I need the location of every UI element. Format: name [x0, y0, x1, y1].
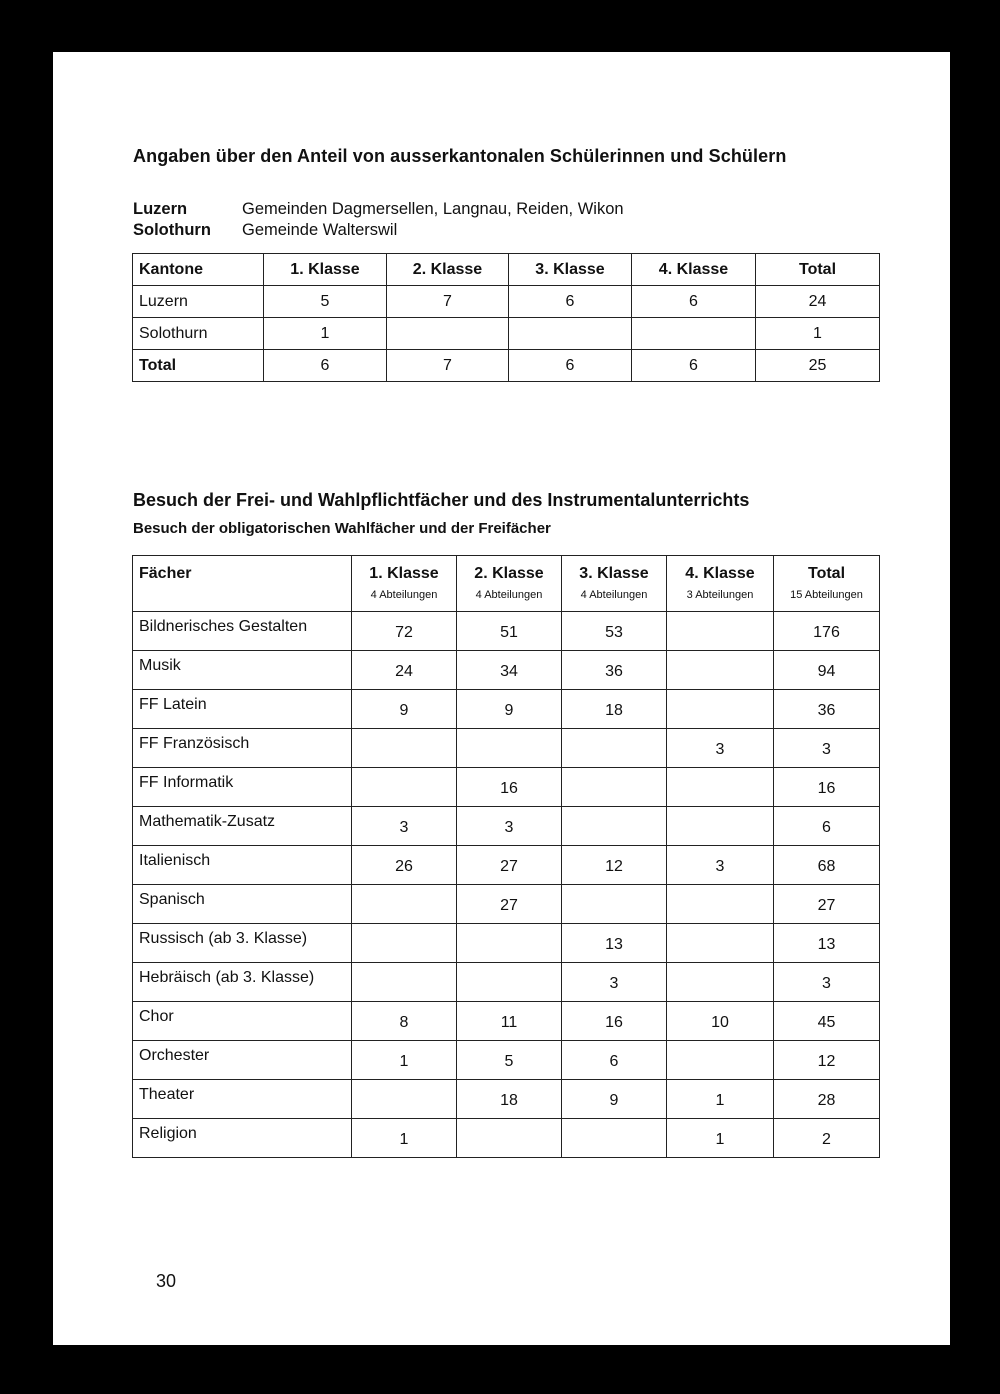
- subject-name: Hebräisch (ab 3. Klasse): [133, 963, 352, 1002]
- table-row: [133, 651, 880, 690]
- table-cell: 3: [774, 729, 880, 768]
- table-row: [133, 612, 880, 651]
- subject-name: FF Französisch: [133, 729, 352, 768]
- table-cell: 45: [774, 1002, 880, 1041]
- column-header-label: 1. Klasse: [369, 565, 439, 582]
- document-page: [53, 52, 950, 1345]
- table-cell: [667, 690, 774, 729]
- table-cell: [667, 963, 774, 1002]
- table-cell: 1: [352, 1041, 457, 1080]
- table-row: [133, 885, 880, 924]
- canton-students-table: [132, 253, 880, 382]
- column-header-label: 4. Klasse: [685, 565, 755, 582]
- table-cell: 72: [352, 612, 457, 651]
- table-cell: [352, 885, 457, 924]
- table-cell: [509, 318, 632, 350]
- column-header: Total: [756, 254, 880, 286]
- table-cell: 68: [774, 846, 880, 885]
- table-cell: 94: [774, 651, 880, 690]
- column-header-sections: 3 Abteilungen: [686, 589, 754, 601]
- table-cell: 5: [264, 286, 387, 318]
- section-heading-cantons: Angaben über den Anteil von ausserkantonalen Schülerinnen und Schülern: [133, 146, 787, 166]
- column-header: [457, 556, 562, 612]
- column-header: 3. Klasse: [509, 254, 632, 286]
- table-cell: 7: [387, 286, 509, 318]
- table-cell: 13: [562, 924, 667, 963]
- table-cell: 36: [562, 651, 667, 690]
- column-header: [352, 556, 457, 612]
- table-cell: 1: [756, 318, 880, 350]
- canton-item: [133, 220, 624, 241]
- table-cell: 16: [562, 1002, 667, 1041]
- table-row: [133, 846, 880, 885]
- table-row: [133, 286, 880, 318]
- table-cell: 9: [352, 690, 457, 729]
- table-row: [133, 1041, 880, 1080]
- row-label: Solothurn: [133, 318, 264, 350]
- table-row: [133, 768, 880, 807]
- subject-name: FF Latein: [133, 690, 352, 729]
- table-cell: [352, 729, 457, 768]
- table-cell: [352, 768, 457, 807]
- canton-list: [133, 199, 624, 241]
- column-header: [774, 556, 880, 612]
- table-cell: 5: [457, 1041, 562, 1080]
- column-header: [133, 556, 352, 612]
- section-heading-subjects: Besuch der Frei- und Wahlpflichtfächer und des Instrumentalunterrichts: [133, 490, 750, 510]
- table-cell: 6: [509, 350, 632, 382]
- table-cell: 176: [774, 612, 880, 651]
- column-header-sections: 4 Abteilungen: [370, 589, 438, 601]
- table-cell: 11: [457, 1002, 562, 1041]
- subjects-table: [132, 555, 880, 1158]
- column-header-label: Fächer: [139, 565, 192, 582]
- table-cell: 3: [774, 963, 880, 1002]
- table-cell: [562, 885, 667, 924]
- table-cell: 16: [774, 768, 880, 807]
- table-cell: 24: [756, 286, 880, 318]
- table-cell: 1: [667, 1080, 774, 1119]
- table-cell: 2: [774, 1119, 880, 1158]
- canton-communities: Gemeinden Dagmersellen, Langnau, Reiden, Wikon: [242, 200, 624, 218]
- table-cell: [457, 729, 562, 768]
- table-row: [133, 963, 880, 1002]
- table-cell: [457, 963, 562, 1002]
- subject-name: Theater: [133, 1080, 352, 1119]
- table-cell: 13: [774, 924, 880, 963]
- table-row: [133, 924, 880, 963]
- table-cell: 18: [457, 1080, 562, 1119]
- subject-name: FF Informatik: [133, 768, 352, 807]
- subject-name: Mathematik-Zusatz: [133, 807, 352, 846]
- column-header-sections: 4 Abteilungen: [475, 589, 543, 601]
- table-cell: 10: [667, 1002, 774, 1041]
- table-cell: 6: [509, 286, 632, 318]
- table-cell: 25: [756, 350, 880, 382]
- table-cell: 9: [457, 690, 562, 729]
- table-cell: [562, 1119, 667, 1158]
- table-cell: 34: [457, 651, 562, 690]
- table-cell: 6: [632, 286, 756, 318]
- table-cell: 6: [562, 1041, 667, 1080]
- table-cell: [387, 318, 509, 350]
- table-cell: 36: [774, 690, 880, 729]
- table-header-row: [133, 556, 880, 612]
- table-cell: [352, 963, 457, 1002]
- table-cell: 3: [457, 807, 562, 846]
- column-header-label: 2. Klasse: [474, 565, 544, 582]
- table-cell: [667, 924, 774, 963]
- table-cell: 53: [562, 612, 667, 651]
- table-cell: 27: [457, 885, 562, 924]
- table-row: [133, 1002, 880, 1041]
- subject-name: Bildnerisches Gestalten: [133, 612, 352, 651]
- table-cell: [667, 651, 774, 690]
- table-cell: 12: [774, 1041, 880, 1080]
- table-cell: 27: [457, 846, 562, 885]
- column-header: [667, 556, 774, 612]
- section-subheading-subjects: Besuch der obligatorischen Wahlfächer und der Freifächer: [133, 520, 551, 537]
- table-cell: [562, 768, 667, 807]
- table-cell: 1: [667, 1119, 774, 1158]
- subject-name: Italienisch: [133, 846, 352, 885]
- table-cell: [667, 807, 774, 846]
- table-cell: 12: [562, 846, 667, 885]
- table-row: [133, 729, 880, 768]
- table-cell: [667, 885, 774, 924]
- table-cell: 8: [352, 1002, 457, 1041]
- canton-item: [133, 199, 624, 220]
- column-header-label: Total: [807, 565, 846, 582]
- table-cell: 16: [457, 768, 562, 807]
- table-cell: 3: [562, 963, 667, 1002]
- table-cell: [632, 318, 756, 350]
- table-row: [133, 318, 880, 350]
- table-cell: [352, 1080, 457, 1119]
- subject-name: Spanisch: [133, 885, 352, 924]
- subject-name: Religion: [133, 1119, 352, 1158]
- table-cell: [352, 924, 457, 963]
- table-cell: 27: [774, 885, 880, 924]
- column-header: Kantone: [133, 254, 264, 286]
- column-header-sections: 15 Abteilungen: [790, 589, 863, 601]
- table-cell: 1: [352, 1119, 457, 1158]
- table-cell: 9: [562, 1080, 667, 1119]
- table-row: [133, 350, 880, 382]
- table-cell: [562, 729, 667, 768]
- canton-communities: Gemeinde Walterswil: [242, 221, 398, 239]
- table-cell: [457, 1119, 562, 1158]
- table-cell: 6: [264, 350, 387, 382]
- table-cell: [457, 924, 562, 963]
- row-label: Luzern: [133, 286, 264, 318]
- table-row: [133, 1119, 880, 1158]
- table-header-row: [133, 254, 880, 286]
- table-cell: 26: [352, 846, 457, 885]
- table-cell: 28: [774, 1080, 880, 1119]
- subject-name: Russisch (ab 3. Klasse): [133, 924, 352, 963]
- table-cell: 7: [387, 350, 509, 382]
- table-row: [133, 690, 880, 729]
- table-cell: 24: [352, 651, 457, 690]
- table-cell: [667, 612, 774, 651]
- column-header-label: 3. Klasse: [579, 565, 649, 582]
- table-row: [133, 807, 880, 846]
- table-row: [133, 1080, 880, 1119]
- row-label: Total: [133, 350, 264, 382]
- table-cell: [562, 807, 667, 846]
- column-header: [562, 556, 667, 612]
- canton-name: Solothurn: [133, 221, 211, 239]
- table-cell: 6: [632, 350, 756, 382]
- canton-name: Luzern: [133, 200, 188, 218]
- table-cell: 3: [352, 807, 457, 846]
- column-header-sections: 4 Abteilungen: [580, 589, 648, 601]
- column-header: 4. Klasse: [632, 254, 756, 286]
- table-cell: 3: [667, 729, 774, 768]
- table-cell: 1: [264, 318, 387, 350]
- subject-name: Musik: [133, 651, 352, 690]
- table-cell: 3: [667, 846, 774, 885]
- table-cell: 18: [562, 690, 667, 729]
- column-header: 1. Klasse: [264, 254, 387, 286]
- table-cell: 51: [457, 612, 562, 651]
- subject-name: Chor: [133, 1002, 352, 1041]
- subject-name: Orchester: [133, 1041, 352, 1080]
- table-cell: [667, 768, 774, 807]
- page-number: 30: [156, 1271, 177, 1291]
- column-header: 2. Klasse: [387, 254, 509, 286]
- table-cell: 6: [774, 807, 880, 846]
- table-cell: [667, 1041, 774, 1080]
